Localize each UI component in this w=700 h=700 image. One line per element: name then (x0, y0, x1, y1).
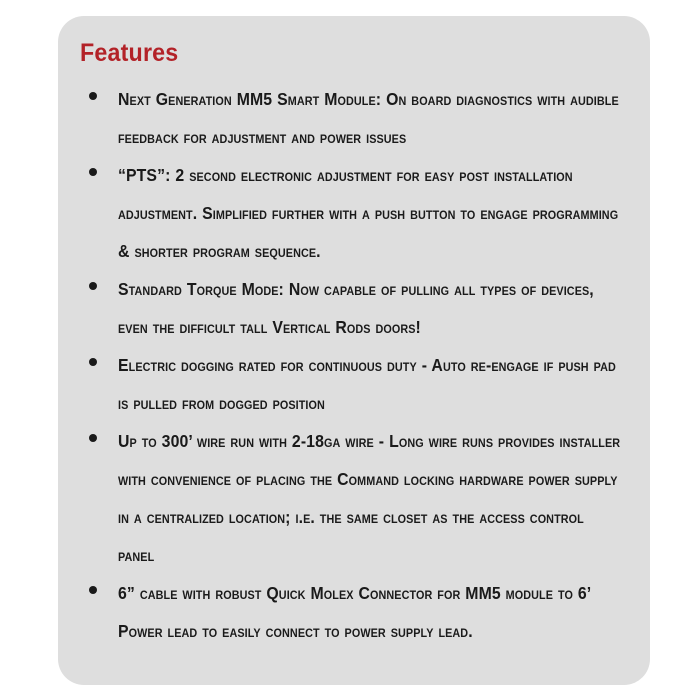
feature-text: Electric dogging rated for continuous duty - Auto re-engage if push pad is pulled from dogged position (118, 355, 616, 413)
feature-text: 6” cable with robust Quick Molex Connector for MM5 module to 6’ Power lead to easily connect to power supply lead. (118, 583, 591, 641)
list-item (76, 156, 624, 270)
feature-text: Up to 300’ wire run with 2-18ga wire - Long wire runs provides installer with convenience of placing the Command locking hardware power supply in a centralized location; i.e. the same closet as the access control panel (118, 431, 621, 565)
list-item (76, 346, 624, 422)
list-item (76, 422, 624, 574)
list-item (76, 270, 624, 346)
list-item (76, 574, 624, 650)
feature-text: “PTS”: 2 second electronic adjustment for easy post installation adjustment. Simplified further with a push button to engage programming & shorter program sequence. (118, 165, 619, 261)
bullet-icon (89, 92, 97, 100)
bullet-icon (89, 586, 97, 594)
feature-text: Standard Torque Mode: Now capable of pulling all types of devices, even the difficult tall Vertical Rods doors! (118, 279, 594, 337)
bullet-icon (89, 434, 97, 442)
list-item (76, 80, 624, 156)
features-card (58, 16, 650, 685)
bullet-icon (89, 358, 97, 366)
feature-text: Next Generation MM5 Smart Module: On board diagnostics with audible feedback for adjustment and power issues (118, 89, 619, 147)
features-list (76, 80, 624, 650)
bullet-icon (89, 168, 97, 176)
bullet-icon (89, 282, 97, 290)
page-title: Features (80, 39, 179, 67)
